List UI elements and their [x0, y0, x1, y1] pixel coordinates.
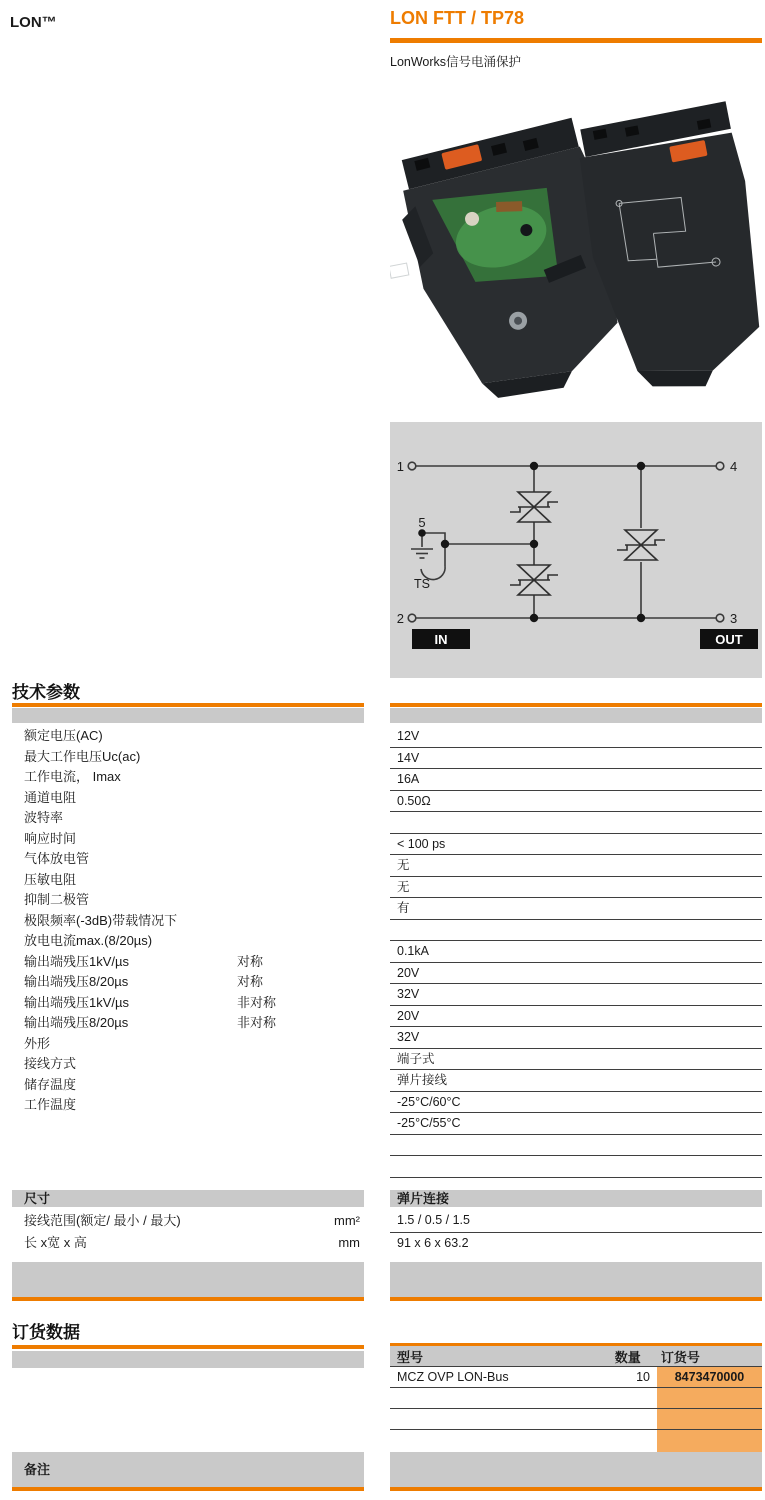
tech-row-value: 有	[390, 898, 762, 920]
tech-row-sublabel: 对称	[237, 953, 264, 969]
col-model: 型号	[397, 1349, 424, 1365]
in-tag: IN	[434, 632, 448, 647]
terminal-5-label: 5	[418, 515, 426, 530]
tech-row-label: 接线方式	[24, 1056, 77, 1071]
tech-row-label: 抑制二极管	[24, 892, 90, 907]
tech-row-label: 波特率	[24, 810, 64, 825]
dimension-row-value: 91 x 6 x 63.2	[397, 1235, 469, 1250]
tech-row-value: 0.1kA	[390, 941, 762, 963]
title-rule	[390, 38, 762, 43]
terminal-2-label: 2	[396, 611, 404, 626]
tech-header-bar-right	[390, 708, 762, 723]
tech-rule-right	[390, 703, 762, 707]
ordering-bar-left	[12, 1351, 364, 1368]
tech-values-column	[390, 726, 762, 1178]
tech-row-value	[390, 812, 762, 834]
tech-row-label: 外形	[24, 1035, 51, 1051]
tech-row-value: < 100 ps	[390, 834, 762, 856]
brand-logo: LON™	[10, 14, 57, 31]
tech-row-label: 响应时间	[24, 830, 77, 846]
dimension-row-value: 1.5 / 0.5 / 1.5	[390, 1210, 762, 1233]
tech-row-label: 放电电流max.(8/20µs)	[24, 933, 153, 948]
tech-row-value: 32V	[390, 1027, 762, 1049]
dimension-row-label	[12, 1210, 364, 1232]
page-subtitle: LonWorks信号电涌保护	[390, 55, 522, 69]
tech-row-value: 14V	[390, 748, 762, 770]
col-qty: 数量	[614, 1349, 641, 1365]
tech-row-label: 输出端残压1kV/µs 对称	[12, 952, 364, 973]
tech-row-value: 20V	[390, 963, 762, 985]
tech-row-value: 20V	[390, 1006, 762, 1028]
dimension-label: 接线范围(额定/ 最小 / 最大)	[24, 1213, 181, 1228]
terminal-3-label: 3	[730, 611, 738, 626]
dimensions-header: 尺寸	[12, 1190, 364, 1207]
tech-row-label: 通道电阻	[24, 789, 77, 805]
tech-row-value	[390, 920, 762, 942]
tech-row-label: 最大工作电压Uc(ac)	[24, 748, 141, 764]
ordering-footer-bar-right	[390, 1452, 762, 1491]
tech-section-title: 技术参数	[12, 683, 80, 702]
dimension-row-label	[12, 1232, 364, 1254]
col-order-no: 订货号	[660, 1349, 700, 1365]
terminal-1-label: 1	[396, 459, 404, 474]
circuit-diagram	[390, 422, 762, 678]
dimensions-values-column	[390, 1210, 762, 1254]
product-photo	[390, 86, 762, 404]
tech-row-sublabel: 对称	[237, 974, 264, 989]
tech-row-value: 32V	[390, 984, 762, 1006]
tech-row-label: 气体放电管	[24, 851, 90, 866]
order-qty: 10	[636, 1370, 650, 1384]
tech-labels-column	[12, 726, 364, 1116]
tech-row-value: -25°C/60°C	[390, 1092, 762, 1114]
tech-row-label: 输出端残压8/20µs 对称	[12, 972, 364, 993]
order-model: MCZ OVP LON-Bus	[397, 1370, 509, 1384]
connection-type-header: 弹片连接	[390, 1190, 762, 1207]
tech-row-value: 无	[390, 877, 762, 899]
tech-row-value: 弹片接线	[390, 1070, 762, 1092]
tech-row-label: 工作温度	[24, 1097, 77, 1112]
dimension-unit: mm	[338, 1234, 360, 1250]
table-row	[390, 1367, 762, 1388]
dimension-label: 长 x宽 x 高	[24, 1234, 87, 1250]
ordering-section-title: 订货数据	[12, 1323, 80, 1342]
ordering-table-header	[390, 1346, 762, 1367]
tech-row-label: 工作电流， Imax	[24, 769, 121, 784]
ts-label: TS	[414, 577, 430, 591]
ordering-table-body	[390, 1367, 762, 1452]
tech-row-label: 输出端残压1kV/µs 非对称	[12, 993, 364, 1014]
notes-header: 备注	[12, 1452, 364, 1491]
order-number: 8473470000	[674, 1370, 745, 1384]
tech-rule-left	[12, 703, 364, 707]
tech-row-value: -25°C/55°C	[390, 1113, 762, 1135]
tech-row-value: 无	[390, 855, 762, 877]
tech-header-bar-left	[12, 708, 364, 723]
tech-row-value	[390, 1156, 762, 1178]
tech-row-value	[390, 1135, 762, 1157]
tech-row-sublabel: 非对称	[237, 994, 277, 1010]
table-row	[390, 1409, 762, 1430]
table-row	[390, 1388, 762, 1409]
tech-row-label: 压敏电阻	[24, 871, 77, 887]
terminal-4-label: 4	[730, 459, 738, 474]
out-tag: OUT	[715, 632, 743, 647]
tech-row-label: 额定电压(AC)	[24, 728, 103, 743]
page-title: LON FTT / TP78	[390, 8, 525, 28]
dimensions-footer-bar-left	[12, 1262, 364, 1301]
tech-row-value: 12V	[390, 726, 762, 748]
dimensions-footer-bar-right	[390, 1262, 762, 1301]
tech-row-value: 端子式	[390, 1049, 762, 1071]
tech-row-value: 16A	[390, 769, 762, 791]
tech-row-label: 储存温度	[24, 1076, 77, 1092]
tech-row-label: 输出端残压8/20µs 非对称	[12, 1013, 364, 1034]
tech-row-value: 0.50Ω	[390, 791, 762, 813]
ordering-rule-left	[12, 1345, 364, 1349]
dimension-unit: mm²	[334, 1213, 360, 1228]
tech-row-label: 极限频率(-3dB)带载情况下	[24, 912, 178, 928]
dimensions-labels-column	[12, 1210, 364, 1253]
tech-row-sublabel: 非对称	[237, 1015, 277, 1030]
